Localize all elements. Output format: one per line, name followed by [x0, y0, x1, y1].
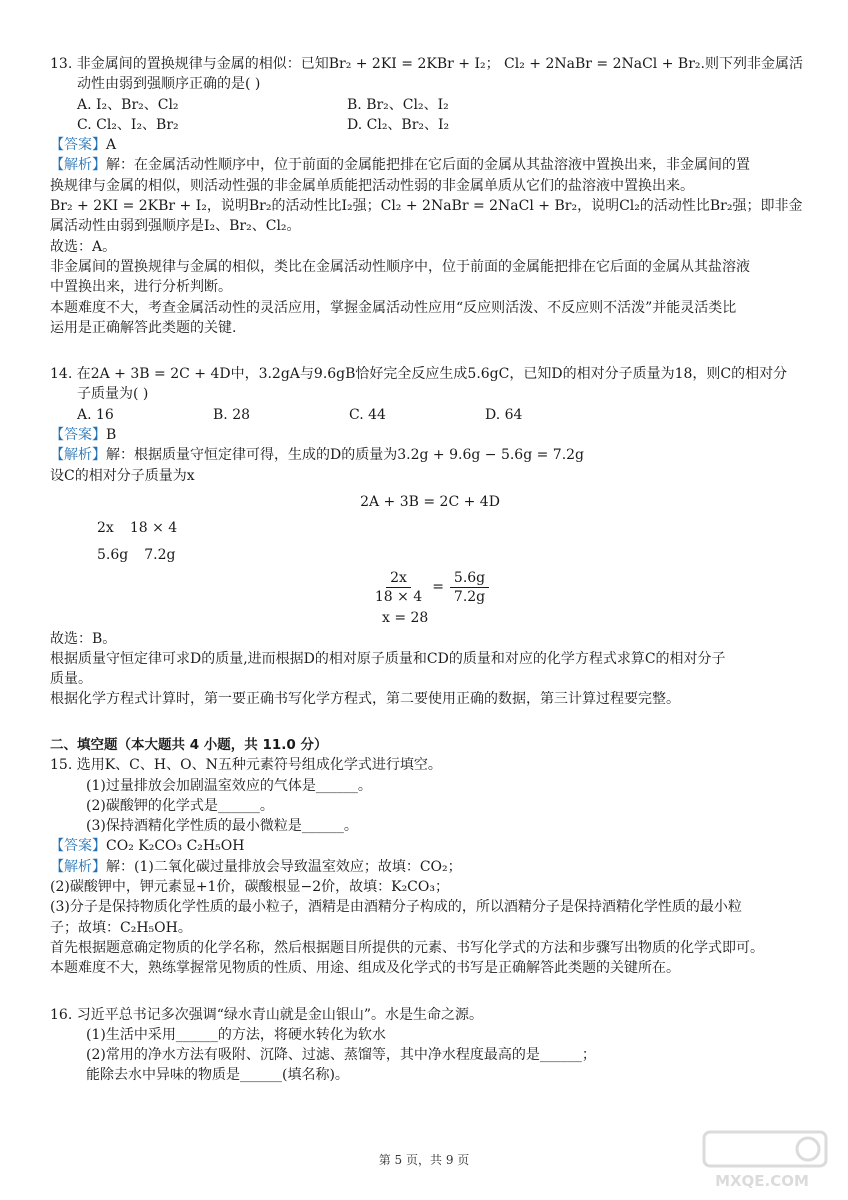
q13-analysis-line: 解：在金属活动性顺序中，位于前面的金属能把排在它后面的金属从其盐溶液中置换出来，非金属间的置	[106, 157, 750, 174]
q14-stem-line2: 子质量为( )	[77, 386, 149, 403]
q13-options-row2	[50, 115, 810, 135]
q14-note-line: 根据化学方程式计算时，第一要正确书写化学方程式，第二要使用正确的数据，第三计算过程要完整。	[50, 691, 680, 708]
q14-answer-value: B	[106, 427, 117, 444]
q14-calc-cell: 5.6g	[97, 546, 129, 563]
q14-calc-cell: 18 × 4	[129, 520, 178, 537]
q14-result: x = 28	[382, 610, 429, 627]
q15-analysis-first	[50, 857, 810, 877]
q15-analysis-line: 子；故填：C₂H₅OH。	[50, 919, 192, 936]
q14-option-b: B. 28	[213, 406, 251, 423]
analysis-tag: 【解析】	[50, 447, 106, 464]
q14-let-line: 设C的相对分子质量为x	[50, 467, 195, 484]
q14-option-d: D. 64	[485, 406, 523, 423]
q15-stem: 15. 选用K、C、H、O、N五种元素符号组成化学式进行填空。	[50, 757, 442, 774]
question-15	[50, 755, 810, 978]
q13-option-c: C. Cl₂、I₂、Br₂	[77, 116, 179, 133]
q15-answer	[50, 836, 810, 856]
watermark-text: MXQE.COM	[715, 1172, 809, 1190]
q15-item: (2)碳酸钾的化学式是______。	[86, 797, 274, 814]
q16-item: (1)生活中采用______的方法，将硬水转化为软水	[86, 1026, 386, 1043]
q15-analysis-line: (2)碳酸钾中，钾元素显+1价，碳酸根显−2价，故填：K₂CO₃；	[50, 879, 449, 896]
q13-analysis-line: 中置换出来，进行分析判断。	[50, 279, 232, 296]
answer-tag: 【答案】	[50, 137, 106, 154]
q13-stem-line1: 13. 非金属间的置换规律与金属的相似：已知Br₂ + 2KI = 2KBr + I₂； Cl₂ + 2NaBr = 2NaCl + Br₂.则下列非金属活	[50, 56, 803, 72]
q15-analysis-line: 首先根据题意确定物质的化学名称，然后根据题目所提供的元素、书写化学式的方法和步骤写出物质的化学式即可。	[50, 939, 764, 956]
question-14	[50, 364, 810, 710]
q13-analysis-line: 本题难度不大，考查金属活动性的灵活应用，掌握金属活动性应用“反应则活泼、不反应则不活泼”并能灵活类比	[50, 299, 737, 316]
spacer	[50, 338, 810, 364]
q15-answer-value: CO₂ K₂CO₃ C₂H₅OH	[106, 838, 245, 855]
q14-option-a: A. 16	[77, 406, 114, 423]
document-page	[50, 54, 810, 1086]
q14-analysis-line: 解：根据质量守恒定律可得，生成的D的质量为3.2g + 9.6g − 5.6g = 7.2g	[106, 447, 585, 464]
q14-fraction-left	[371, 569, 426, 606]
q15-analysis-line: 解：(1)二氧化碳过量排放会导致温室效应；故填：CO₂；	[106, 858, 462, 875]
section-title: 二、填空题（本大题共 4 小题，共 11.0 分）	[50, 736, 328, 753]
q13-analysis-line: 换规律与金属的相似，则活动性强的非金属单质能把活动性弱的非金属单质从它们的盐溶液中置换出来。	[50, 177, 694, 194]
q15-item: (3)保持酒精化学性质的最小微粒是______。	[86, 818, 358, 835]
fraction-numerator: 5.6g	[450, 569, 489, 588]
q13-analysis-line: 属活动性由弱到强顺序是I₂、Br₂、Cl₂。	[50, 218, 301, 235]
q13-option-b: B. Br₂、Cl₂、I₂	[347, 96, 449, 113]
analysis-tag: 【解析】	[50, 858, 106, 875]
q14-fraction-right	[450, 569, 489, 606]
q13-option-d: D. Cl₂、Br₂、I₂	[347, 116, 450, 133]
analysis-tag: 【解析】	[50, 157, 106, 174]
q14-options	[50, 405, 810, 425]
q13-answer	[50, 135, 810, 155]
spacer	[50, 710, 810, 736]
question-13	[50, 54, 810, 338]
q13-answer-value: A	[106, 137, 117, 154]
q14-analysis-first	[50, 445, 810, 465]
q16-item: 能除去水中异味的物质是______(填名称)。	[86, 1067, 349, 1084]
q13-analysis-first	[50, 155, 810, 175]
equals-sign: =	[432, 579, 444, 596]
question-16	[50, 1005, 810, 1086]
q15-item: (1)过量排放会加剧温室效应的气体是______。	[86, 777, 372, 794]
q16-stem: 16. 习近平总书记多次强调“绿水青山就是金山银山”。水是生命之源。	[50, 1006, 484, 1023]
answer-tag: 【答案】	[50, 838, 106, 855]
q14-calc-row2	[50, 545, 810, 565]
q14-equation: 2A + 3B = 2C + 4D	[360, 493, 500, 510]
q14-option-c: C. 44	[349, 406, 386, 423]
fraction-denominator: 7.2g	[453, 589, 486, 606]
q13-stem-line2: 动性由弱到强顺序正确的是( )	[77, 76, 261, 93]
q14-calc-cell: 7.2g	[144, 546, 176, 563]
spacer	[50, 979, 810, 1005]
q14-choose: 故选：B。	[50, 630, 117, 647]
page-footer: 第 5 页，共 9 页	[378, 1153, 470, 1167]
q13-options-row1	[50, 95, 810, 115]
q15-analysis-line: 本题难度不大，熟练掌握常见物质的性质、用途、组成及化学式的书写是正确解答此类题的关键所在。	[50, 960, 680, 977]
q13-analysis-line: 故选：A。	[50, 238, 117, 255]
q14-answer	[50, 425, 810, 445]
q14-note-line: 质量。	[50, 671, 92, 688]
q14-proportion	[50, 569, 810, 606]
q13-analysis-line: 非金属间的置换规律与金属的相似，类比在金属活动性顺序中，位于前面的金属能把排在它后面的金属从其盐溶液	[50, 258, 750, 275]
q14-calc-row1	[50, 518, 810, 538]
answer-tag: 【答案】	[50, 427, 106, 444]
q13-analysis-line: 运用是正确解答此类题的关键.	[50, 319, 237, 336]
q13-analysis-line: Br₂ + 2KI = 2KBr + I₂，说明Br₂的活动性比I₂强；Cl₂ + 2NaBr = 2NaCl + Br₂，说明Cl₂的活动性比Br₂强；即非金	[50, 198, 803, 215]
q14-calc-cell: 2x	[97, 520, 114, 537]
fraction-denominator: 18 × 4	[374, 589, 423, 606]
q14-stem-line1: 14. 在2A + 3B = 2C + 4D中，3.2gA与9.6gB恰好完全反应生成5.6gC，已知D的相对分子质量为18，则C的相对分	[50, 366, 788, 383]
q15-analysis-line: (3)分子是保持物质化学性质的最小粒子，酒精是由酒精分子构成的，所以酒精分子是保持酒精化学性质的最小粒	[50, 899, 742, 916]
q14-note-line: 根据质量守恒定律可求D的质量,进而根据D的相对原子质量和CD的质量和对应的化学方程式求算C的相对分子	[50, 650, 726, 667]
fraction-numerator: 2x	[386, 569, 411, 588]
q13-option-a: A. I₂、Br₂、Cl₂	[77, 96, 179, 113]
q16-item: (2)常用的净水方法有吸附、沉降、过滤、蒸馏等，其中净水程度最高的是______；	[86, 1047, 596, 1064]
